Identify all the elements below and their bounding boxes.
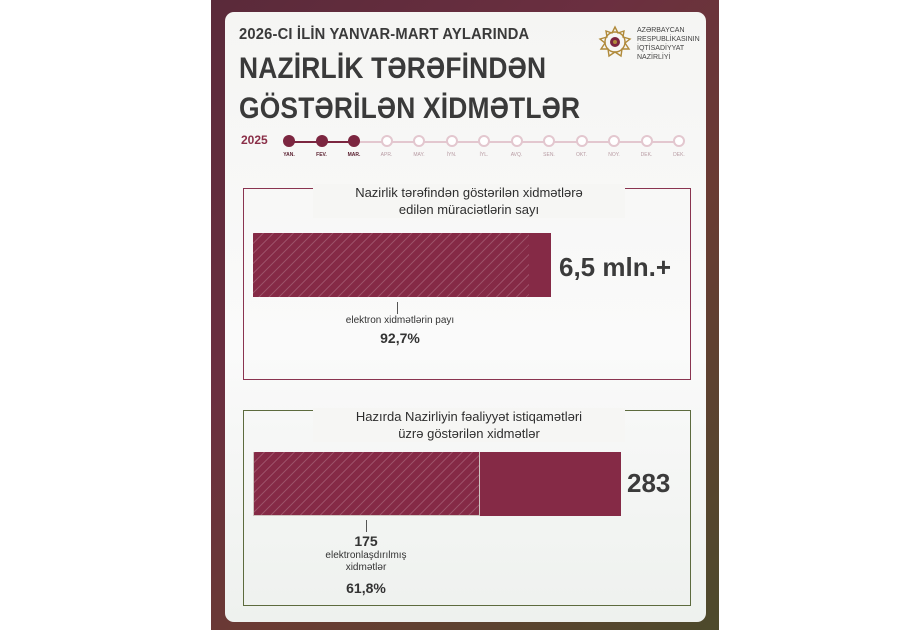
ministry-name-line: AZƏRBAYCAN xyxy=(637,27,685,34)
timeline-month-label: İYN. xyxy=(446,152,457,158)
connector-line xyxy=(366,520,367,532)
timeline-month-dot xyxy=(413,135,425,147)
applications-title-line2: edilən müraciətlərin sayı xyxy=(398,202,540,217)
applications-title-line1: Nazirlik tərəfindən göstərilən xidmətlərə xyxy=(355,185,583,200)
electronic-services-count: 175 xyxy=(354,533,378,549)
timeline-month-dot xyxy=(348,135,360,147)
timeline-month-label: MAY. xyxy=(413,152,425,158)
ministry-name-line: NAZİRLİYİ xyxy=(637,54,671,61)
infographic-card xyxy=(225,12,706,622)
electronic-services-label-line1: elektronlaşdırılmış xyxy=(325,550,407,561)
electronic-services-value: 61,8% xyxy=(346,580,386,596)
services-total: 283 xyxy=(627,468,671,498)
ministry-emblem-icon xyxy=(597,24,633,60)
applications-title xyxy=(313,184,625,218)
timeline-month-dot xyxy=(478,135,490,147)
electronic-services-label xyxy=(305,550,427,574)
timeline-year: 2025 xyxy=(241,133,268,147)
header-title-line2: GÖSTƏRİLƏN XİDMƏTLƏR xyxy=(239,92,581,125)
electronic-share-hatch xyxy=(253,233,529,297)
header-title-line1: NAZİRLİK TƏRƏFİNDƏN xyxy=(239,52,547,85)
timeline-month-dot xyxy=(576,135,588,147)
services-title xyxy=(313,408,625,442)
timeline-month-label: SEN. xyxy=(543,152,555,158)
applications-total: 6,5 mln.+ xyxy=(559,252,671,282)
timeline-month-label: DEK. xyxy=(640,152,653,158)
ministry-name-line: İQTİSADİYYAT xyxy=(637,45,685,52)
timeline-month-label: NOY. xyxy=(608,152,620,158)
timeline-month-label: APR. xyxy=(380,152,393,158)
timeline-month-dot xyxy=(673,135,685,147)
ministry-name-line: RESPUBLİKASININ xyxy=(637,36,700,43)
timeline-month-label: MAR. xyxy=(347,152,361,158)
connector-line xyxy=(397,302,398,314)
timeline-month-dot xyxy=(316,135,328,147)
services-title-line2: üzrə göstərilən xidmətlər xyxy=(398,426,540,441)
timeline-month-label: YAN. xyxy=(283,152,295,158)
timeline-month-dot xyxy=(381,135,393,147)
electronic-share-value: 92,7% xyxy=(380,330,420,346)
timeline-month-dot xyxy=(446,135,458,147)
electronic-services-hatch xyxy=(253,452,480,516)
services-title-line1: Hazırda Nazirliyin fəaliyyət istiqamətləri xyxy=(355,409,583,424)
electronic-share-label: elektron xidmətlərin payı xyxy=(345,315,455,326)
timeline-month-label: AVQ. xyxy=(510,152,523,158)
header-subtitle: 2026-CI İLİN YANVAR-MART AYLARINDA xyxy=(239,26,530,43)
ministry-name xyxy=(637,26,700,62)
timeline-month-label: FEV. xyxy=(316,152,327,158)
timeline-month-dot xyxy=(511,135,523,147)
timeline-month-dot xyxy=(608,135,620,147)
electronic-services-label-line2: xidmətlər xyxy=(345,562,387,573)
services-bar xyxy=(253,452,621,516)
timeline-month-dot xyxy=(543,135,555,147)
timeline-month-dot xyxy=(641,135,653,147)
month-timeline xyxy=(239,132,699,172)
timeline-month-label: İYL. xyxy=(479,152,489,158)
timeline-month-label: DEK. xyxy=(673,152,685,158)
timeline-month-label: OKT. xyxy=(575,152,588,158)
timeline-month-dot xyxy=(283,135,295,147)
applications-bar xyxy=(253,233,551,297)
